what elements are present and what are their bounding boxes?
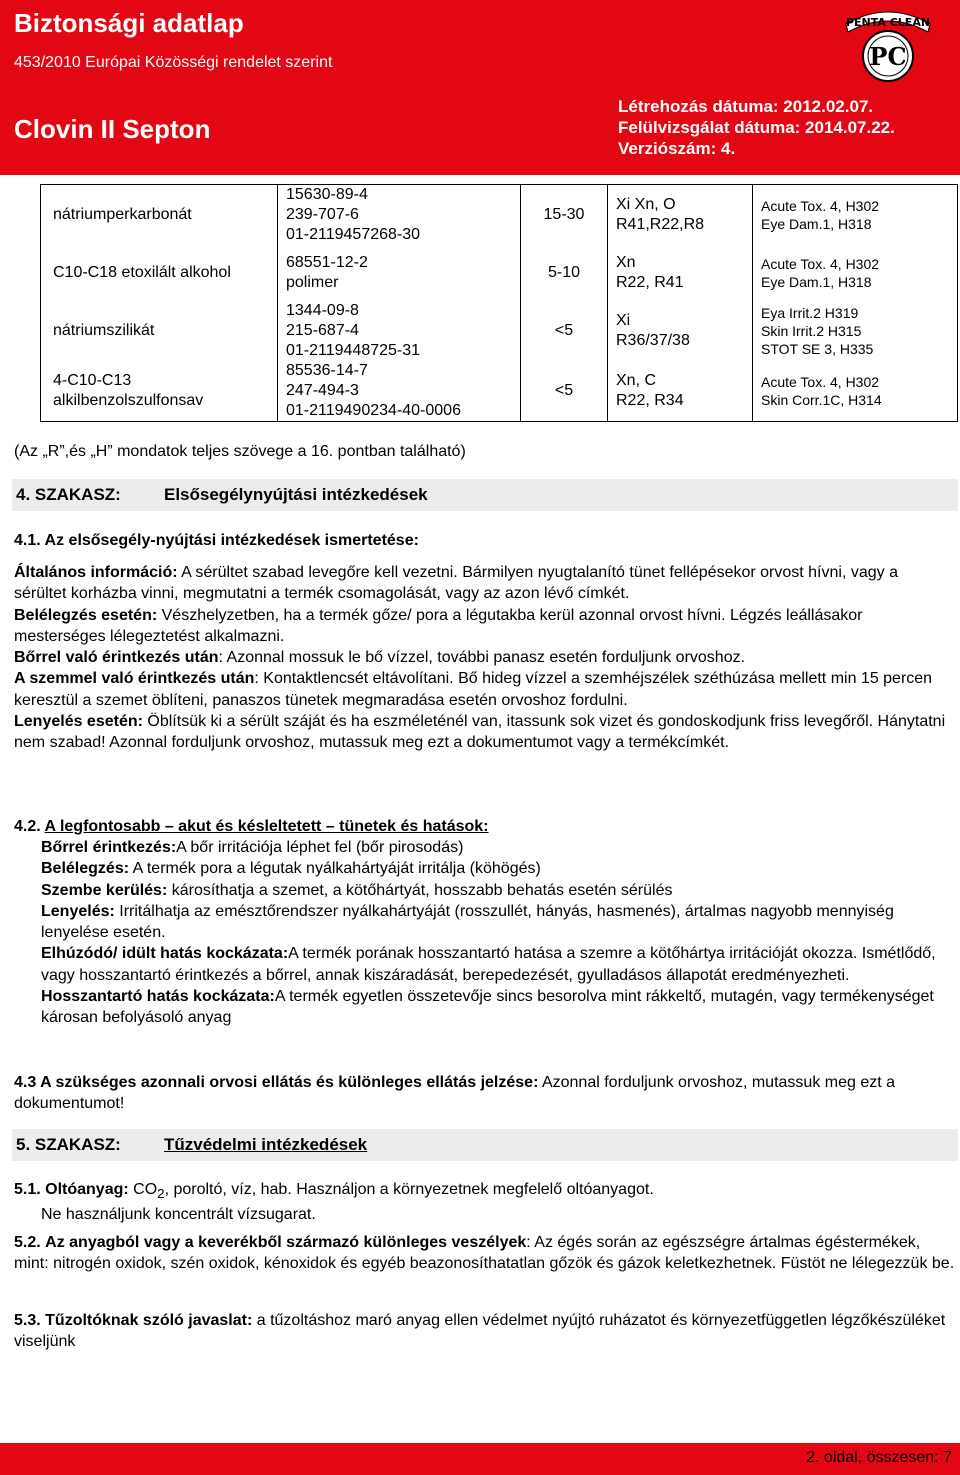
subsection-4-2-heading: 4.2. A legfontosabb – akut és késleltetett – tünetek és hatások:	[14, 818, 489, 835]
h-classification: Acute Tox. 4, H302 Eye Dam.1, H318	[753, 185, 958, 246]
section-5-header	[12, 1129, 958, 1161]
substance-name: nátriumperkarbonát	[41, 185, 278, 246]
document-title: Biztonsági adatlap	[14, 8, 244, 38]
product-name: Clovin II Septon	[14, 114, 211, 144]
page-number: 2. oldal, összesen: 7	[806, 1449, 952, 1466]
subsection-5-3: 5.3. Tűzoltóknak szóló javaslat: a tűzoltáshoz maró anyag ellen védelmet nyújtó ruházatot és környezetfüggetlen légzőkészüléket viseljünk	[14, 1312, 946, 1351]
svg-text:PENTA CLEAN: PENTA CLEAN	[845, 16, 931, 29]
prolonged-effect-line: Elhúzódó/ idült hatás kockázata:A termék porának hosszantartó hatása a szemre a kötőhártya irritációját okozza. Ismétlődő, vagy hosszantartó érintkezés a bőrrel, annak kiszáradását, berepedezését, gyulladásos állapotát eredményezheti.	[41, 945, 936, 984]
skin-contact-paragraph: Bőrrel való érintkezés után: Azonnal mossuk le bő vízzel, további panasz esetén forduljunk orvoshoz.	[14, 649, 746, 667]
section-title: Tűzvédelmi intézkedések	[164, 1135, 368, 1154]
substance-name: 4-C10-C13 alkilbenzolszulfonsav	[41, 361, 278, 422]
substance-ids: 68551-12-2 polimer	[278, 245, 521, 301]
created-date: Létrehozás dátuma: 2012.02.07.	[618, 97, 874, 116]
substance-ids: 15630-89-4 239-707-6 01-2119457268-30	[278, 185, 521, 246]
subsection-5-1: 5.1. Oltóanyag: $CO_2$, poroltó, víz, hab. Használjon a környezetnek megfelelő oltóanyagot. Ne használjunk koncentrált vízsugarat.	[14, 1181, 654, 1224]
section-title: Elsősegélynyújtási intézkedések	[164, 485, 428, 504]
table-row	[41, 245, 958, 301]
r-classification: Xn, C R22, R34	[608, 361, 753, 422]
subsection-4-1-heading: 4.1. Az elsősegély-nyújtási intézkedések ismertetése:	[14, 532, 419, 549]
r-classification: Xn R22, R41	[608, 245, 753, 301]
h-classification: Eya Irrit.2 H319 Skin Irrit.2 H315 STOT SE 3, H335	[753, 301, 958, 361]
substance-ids: 85536-14-7 247-494-3 01-2119490234-40-0006	[278, 361, 521, 422]
table-footnote: (Az „R”,és „H” mondatok teljes szövege a 16. pontban található)	[14, 443, 466, 460]
document-header	[0, 0, 960, 175]
inhalation-symptom-line: Belélegzés: A termék pora a légutak nyálkahártyáját irritálja (köhögés)	[41, 860, 541, 878]
table-row	[41, 301, 958, 361]
eye-contact-paragraph: A szemmel való érintkezés után: Kontaktlencsét eltávolítani. Bő hideg vízzel a szemhéjszélek széthúzása mellett min 15 percen keresztül a szemet öblíteni, panaszos tünetek megmaradása esetén orvoshoz fordulni.	[14, 670, 933, 709]
r-classification: Xi Xn, O R41,R22,R8	[608, 185, 753, 246]
longterm-effect-line: Hosszantartó hatás kockázata:A termék egyetlen összetevője sincs besorolva mint rákkeltő, mutagén, vagy termékenységet károsan befolyásoló anyag	[41, 988, 934, 1027]
ingestion-symptom-line: Lenyelés: Irritálhatja az emésztőrendszer nyálkahártyáját (rosszullét, hányás, hasmenés), ártalmas nagyobb mennyiség lenyelése esetén.	[41, 902, 894, 942]
penta-clean-logo	[838, 2, 938, 84]
revised-date: Felülvizsgálat dátuma: 2014.07.22.	[618, 118, 895, 137]
subsection-4-3: 4.3 A szükséges azonnali orvosi ellátás és különleges ellátás jelzése: Azonnal forduljunk orvoshoz, mutassuk meg ezt a dokumentumot!	[14, 1074, 896, 1113]
section-number: 4. SZAKASZ:	[16, 485, 121, 504]
eye-symptom-line: Szembe kerülés: károsíthatja a szemet, a kötőhártyát, hosszabb behatás esetén sérülés	[41, 881, 673, 899]
inhalation-paragraph: Belélegzés esetén: Vészhelyzetben, ha a termék gőze/ pora a légutakba kerül azonnal orvost hívni. Légzés leállásakor mesterséges lélegeztetést alkalmazni.	[14, 606, 863, 645]
concentration: 5-10	[521, 245, 608, 301]
substance-name: nátriumszilikát	[41, 301, 278, 361]
document-footer	[0, 1443, 960, 1475]
version-number: Verziószám: 4.	[618, 139, 736, 158]
r-classification: Xi R36/37/38	[608, 301, 753, 361]
svg-text:PC: PC	[869, 42, 907, 71]
substance-ids: 1344-09-8 215-687-4 01-2119448725-31	[278, 301, 521, 361]
table-row	[41, 185, 958, 246]
ingestion-paragraph: Lenyelés esetén: Öblítsük ki a sérült száját és ha eszméleténél van, itassunk sok vizet és gondoskodjunk friss levegőről. Hánytatni nem szabad! Azonnal forduljunk orvoshoz, mutassuk meg ezt a dokumentumot vagy a termékcímkét.	[14, 713, 946, 752]
composition-table	[40, 184, 958, 422]
h-classification: Acute Tox. 4, H302 Eye Dam.1, H318	[753, 245, 958, 301]
general-info-paragraph: Általános információ: A sérültet szabad levegőre kell vezetni. Bármilyen nyugtalanító tünet fellépésekor orvost hívni, vagy a sérültet korházba vinni, megmutatni a termék csomagolását, vagy az azon lévő címkét.	[14, 564, 898, 603]
first-aid-block	[14, 562, 954, 754]
regulation-subtitle: 453/2010 Európai Közösségi rendelet szerint	[14, 54, 333, 71]
substance-name: C10-C18 etoxilált alkohol	[41, 245, 278, 301]
h-classification: Acute Tox. 4, H302 Skin Corr.1C, H314	[753, 361, 958, 422]
section-4-header	[12, 479, 958, 511]
skin-symptom-line: Bőrrel érintkezés:A bőr irritációja léphet fel (bőr pirosodás)	[41, 839, 464, 856]
concentration: <5	[521, 361, 608, 422]
subsection-5-2: 5.2. Az anyagból vagy a keverékből származó különleges veszélyek: Az égés során az egészségre ártalmas égéstermékek, mint: nitrogén oxidok, szén oxidok, kénoxidok és egyéb beazonosíthatatlan gőzök és gázok keletkezhetnek. Füstöt ne lélegezzük be.	[14, 1234, 955, 1273]
section-number: 5. SZAKASZ:	[16, 1135, 121, 1154]
concentration: 15-30	[521, 185, 608, 246]
table-row	[41, 361, 958, 422]
symptoms-block	[41, 837, 956, 1029]
concentration: <5	[521, 301, 608, 361]
document-meta	[618, 96, 895, 159]
